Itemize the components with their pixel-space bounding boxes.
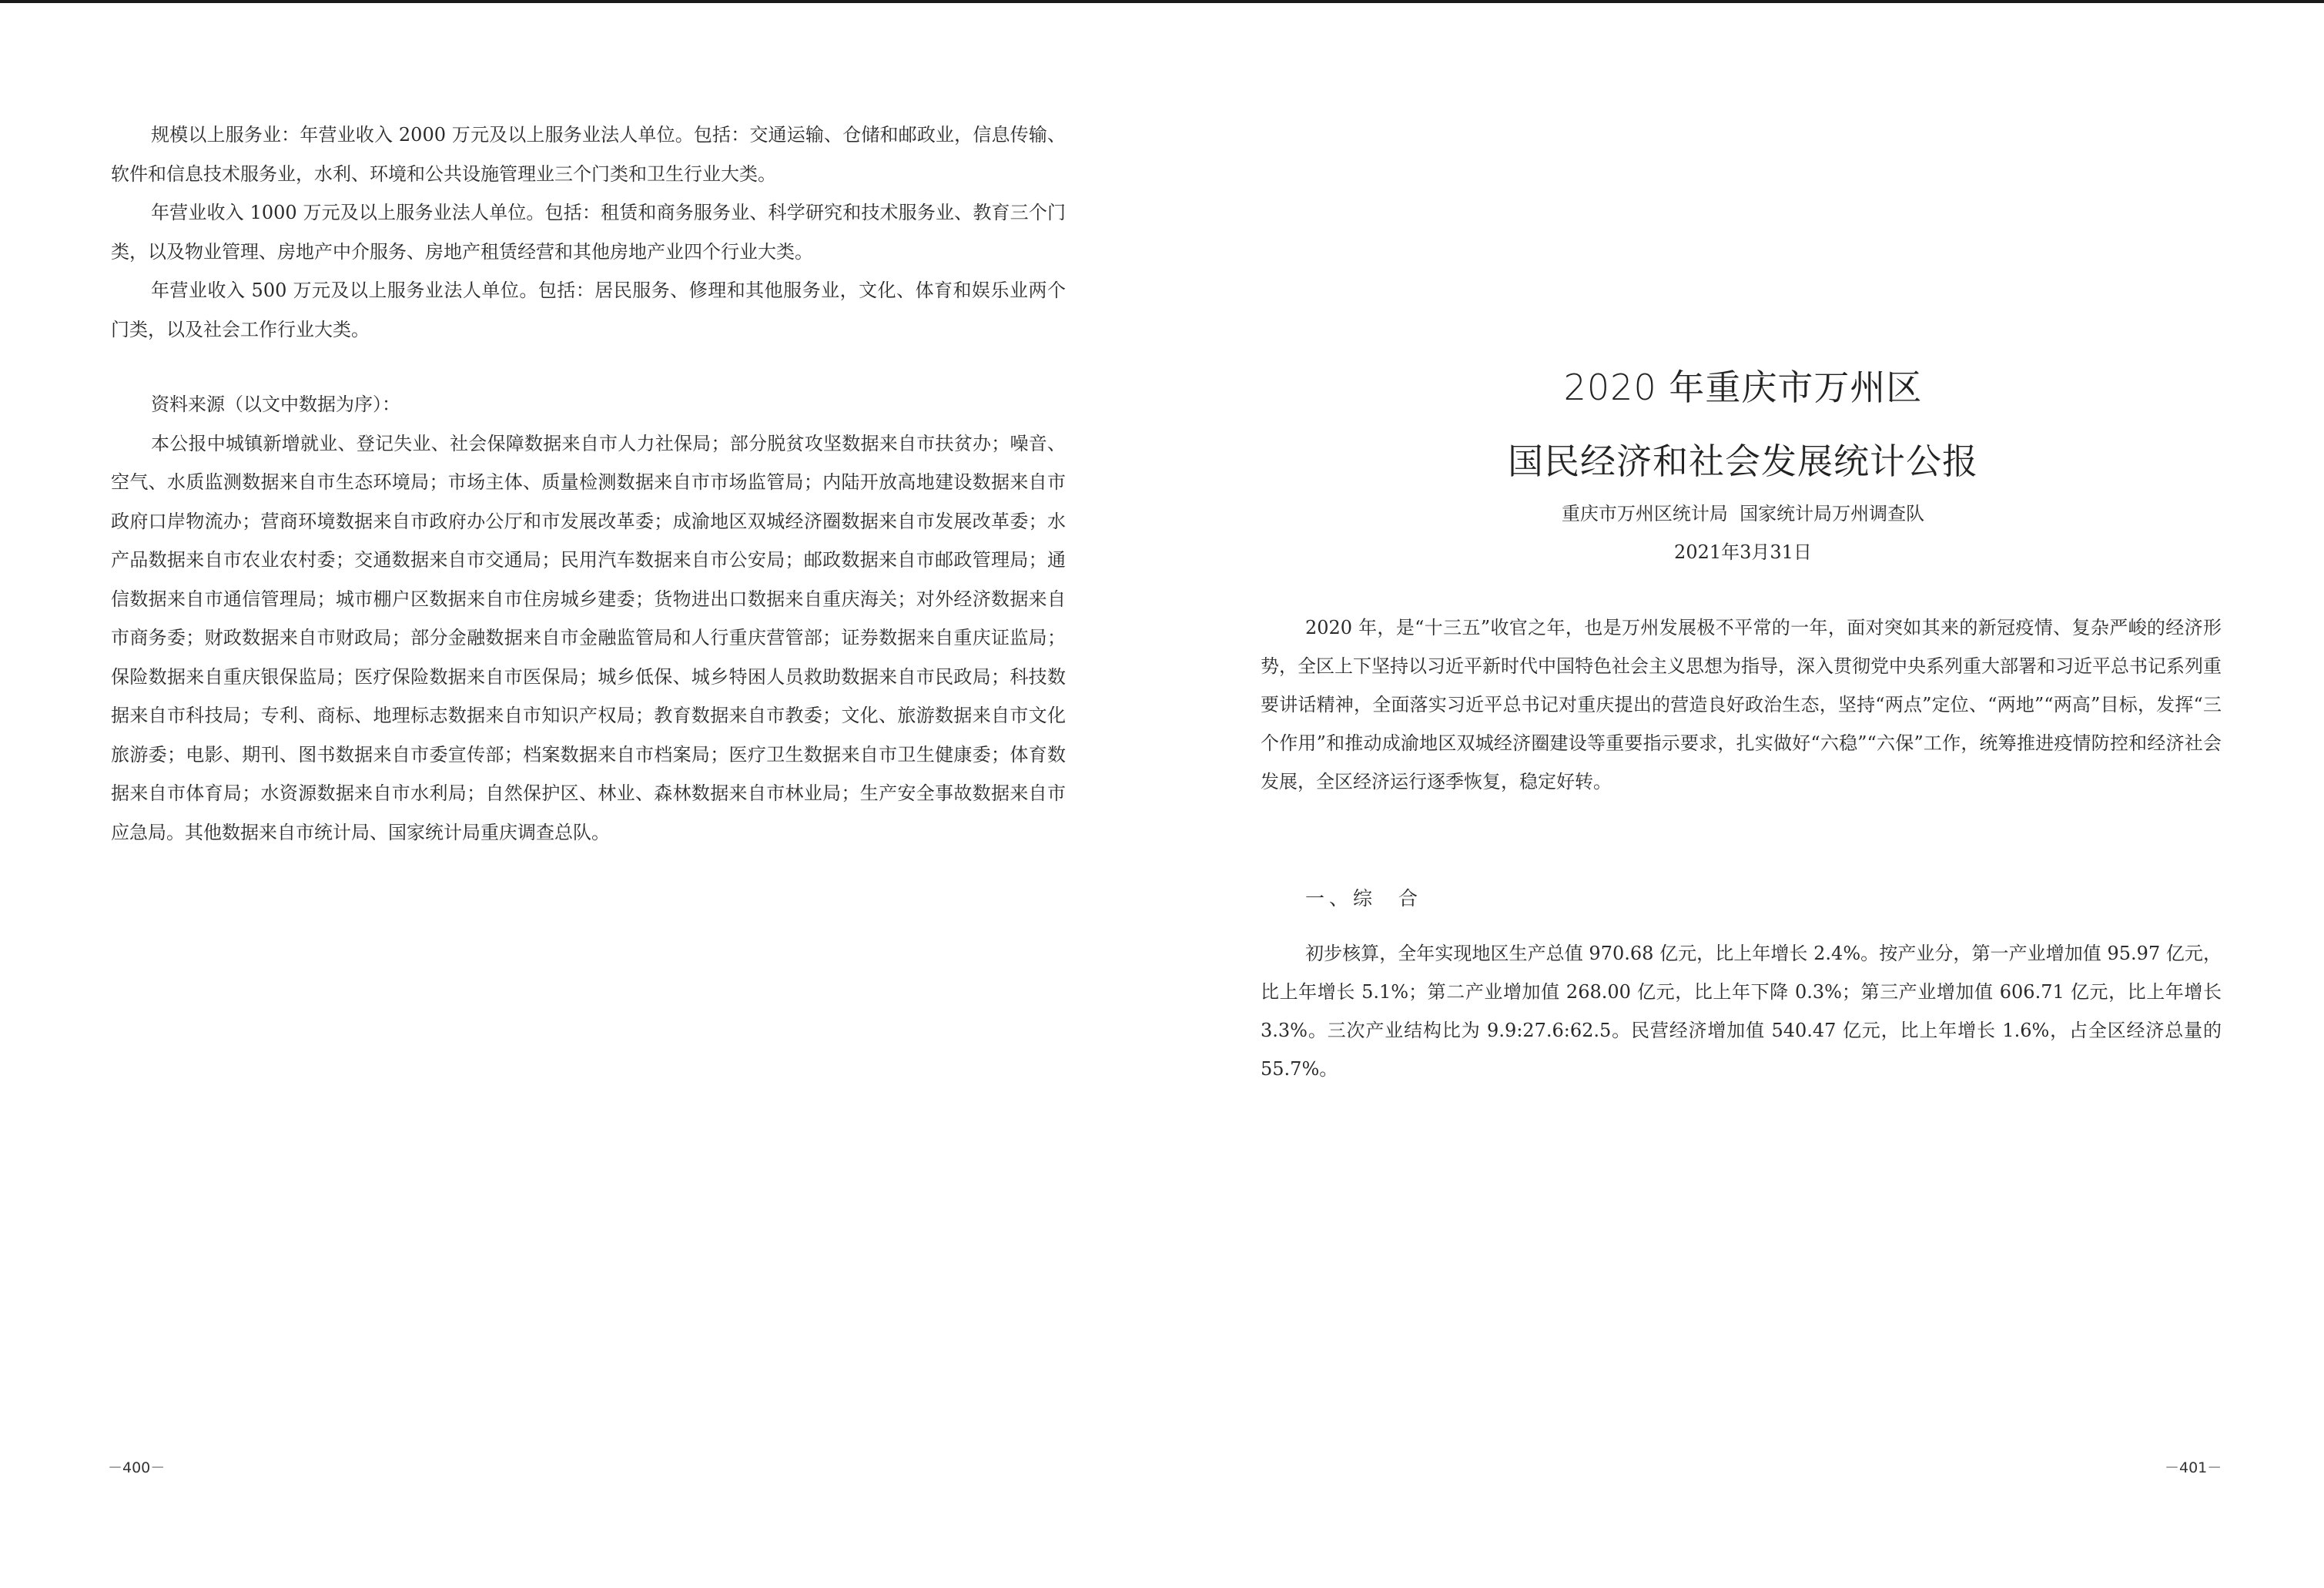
title-line-1: 2020 年重庆市万州区 [1563,367,1923,408]
sources-body: 本公报中城镇新增就业、登记失业、社会保障数据来自市人力社保局；部分脱贫攻坚数据来自市扶贫办；噪音、空气、水质监测数据来自市生态环境局；市场主体、质量检测数据来自市市场监管局；内陆开放高地建设数据来自市政府口岸物流办；营商环境数据来自市政府办公厅和市发展改革委；成渝地区双城经济圈数据来自市发展改革委；水产品数据来自市农业农村委；交通数据来自市交通局；民用汽车数据来自市公安局；邮政数据来自市邮政管理局；通信数据来自市通信管理局；城市棚户区数据来自市住房城乡建委；货物进出口数据来自重庆海关；对外经济数据来自市商务委；财政数据来自市财政局；部分金融数据来自市金融监管局和人行重庆营管部；证券数据来自重庆证监局；保险数据来自重庆银保监局；医疗保险数据来自市医保局；城乡低保、城乡特困人员救助数据来自市民政局；科技数据来自市科技局；专利、商标、地理标志数据来自市知识产权局；教育数据来自市教委；文化、旅游数据来自市文化旅游委；电影、期刊、图书数据来自市委宣传部；档案数据来自市档案局；医疗卫生数据来自市卫生健康委；体育数据来自市体育局；水资源数据来自市水利局；自然保护区、林业、森林数据来自市林业局；生产安全事故数据来自市应急局。其他数据来自市统计局、国家统计局重庆调查总队。 [111,432,1066,843]
section-1-block [1261,934,2222,1088]
title-line-2: 国民经济和社会发展统计公报 [1508,441,1978,482]
issuer: 重庆市万州区统计局 国家统计局万州调查队 [1561,503,1925,524]
sources-block [111,385,1066,852]
definition-paragraph: 年营业收入 500 万元及以上服务业法人单位。包括：居民服务、修理和其他服务业，文化、体育和娱乐业两个门类，以及社会工作行业大类。 [111,280,1066,340]
byline [1162,494,2324,571]
section-1-paragraph: 初步核算，全年实现地区生产总值 970.68 亿元，比上年增长 2.4%。按产业分，第一产业增加值 95.97 亿元，比上年增长 5.1%；第二产业增加值 268.00 亿元，比上年下降 0.3%；第三产业增加值 606.71 亿元，比上年增长 3.3%。三次产业结构比为 9.9:27.6:62.5。民营经济增加值 540.47 亿元，比上年增长 1.6%，占全区经济总量的 55.7%。 [1261,943,2222,1080]
intro-paragraph: 2020 年，是“十三五”收官之年，也是万州发展极不平常的一年，面对突如其来的新冠疫情、复杂严峻的经济形势，全区上下坚持以习近平新时代中国特色社会主义思想为指导，深入贯彻党中央系列重大部署和习近平总书记系列重要讲话精神，全面落实习近平总书记对重庆提出的营造良好政治生态，坚持“两点”定位、“两地”“两高”目标，发挥“三个作用”和推动成渝地区双城经济圈建设等重要指示要求，扎实做好“六稳”“六保”工作，统筹推进疫情防控和经济社会发展，全区经济运行逐季恢复，稳定好转。 [1261,617,2222,792]
sources-heading: 资料来源（以文中数据为序）： [151,394,400,415]
definitions-block [111,116,1066,349]
publish-date: 2021年3月31日 [1674,541,1812,563]
report-title [1162,350,2324,498]
definition-paragraph: 规模以上服务业：年营业收入 2000 万元及以上服务业法人单位。包括：交通运输、仓储和邮政业，信息传输、软件和信息技术服务业，水利、环境和公共设施管理业三个门类和卫生行业大类。 [111,124,1066,185]
right-page [1162,0,2324,1588]
intro-block [1261,608,2222,801]
page-number-right: －401－ [2165,1459,2222,1476]
section-heading: 一、综 合 [1305,887,1422,910]
definition-paragraph: 年营业收入 1000 万元及以上服务业法人单位。包括：租赁和商务服务业、科学研究和技术服务业、教育三个门类，以及物业管理、房地产中介服务、房地产租赁经营和其他房地产业四个行业大类。 [111,202,1066,263]
page-number-left: －400－ [108,1459,166,1476]
